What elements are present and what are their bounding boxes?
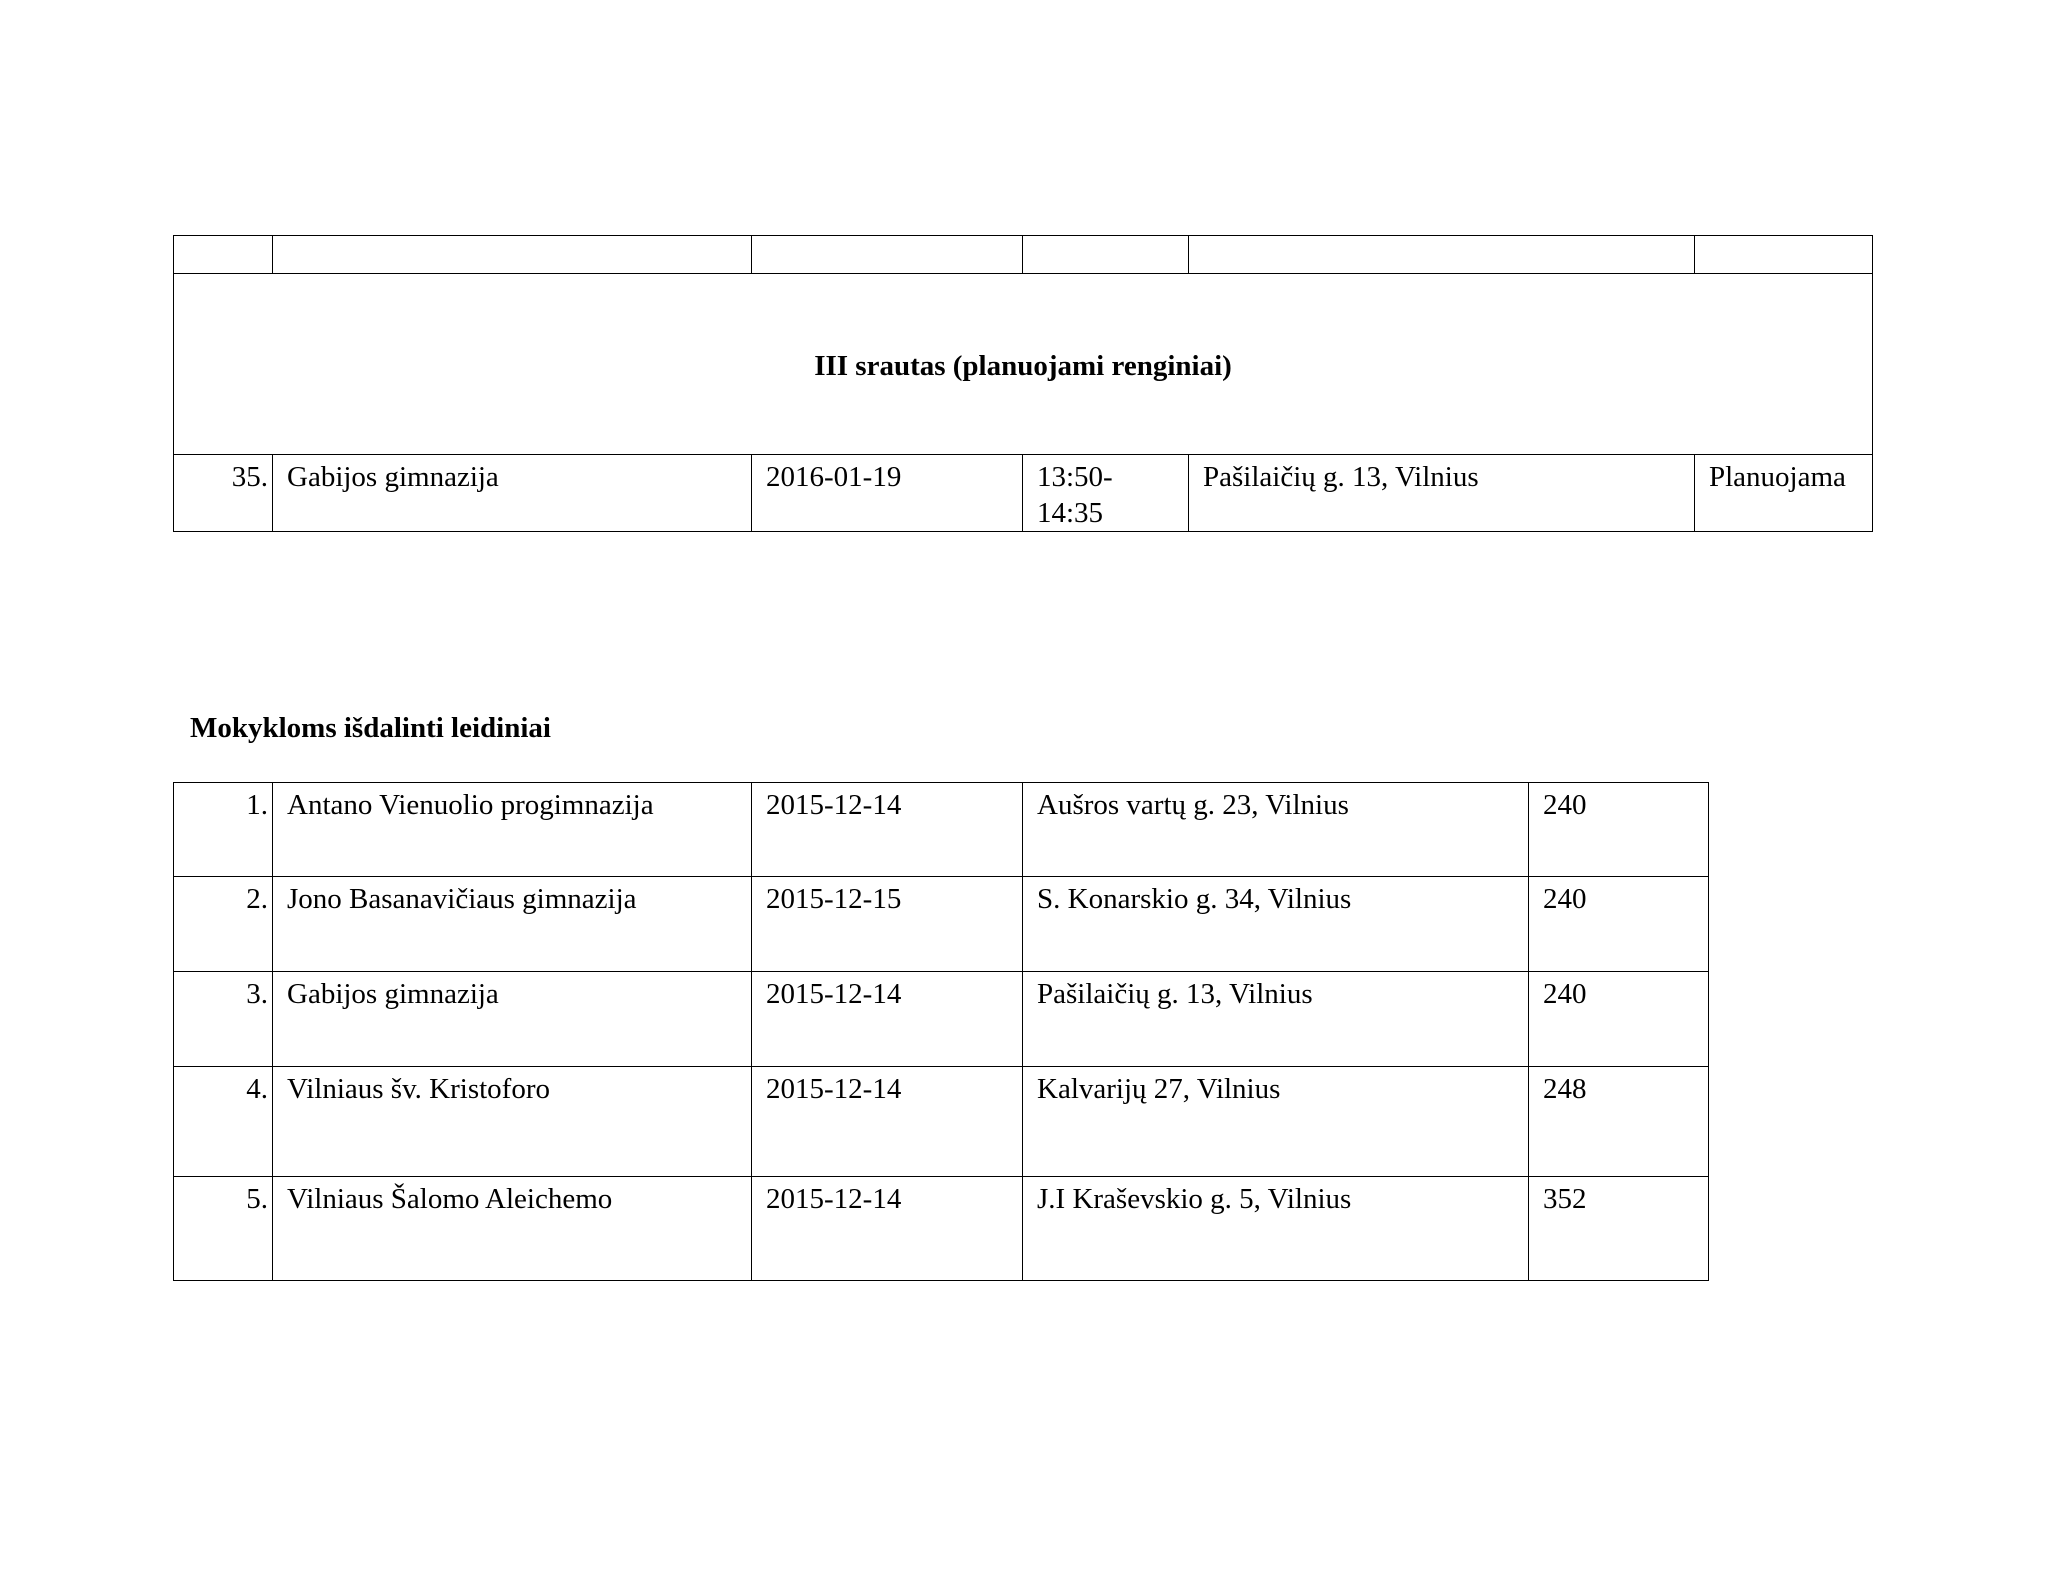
count-cell [1529, 783, 1709, 877]
row-number: 35. [231, 461, 268, 493]
school-cell [273, 877, 752, 972]
row-number-cell [174, 1067, 273, 1177]
row-number: 5. [246, 1183, 268, 1215]
school-name: Antano Vienuolio progimnazija [287, 789, 654, 821]
table-row [174, 455, 1873, 532]
address: S. Konarskio g. 34, Vilnius [1037, 883, 1352, 915]
row-number: 3. [246, 978, 268, 1010]
address-cell [1023, 783, 1529, 877]
count-cell [1529, 1177, 1709, 1281]
address: Pašilaičių g. 13, Vilnius [1203, 461, 1479, 493]
header-cell [752, 236, 1023, 274]
row-number: 2. [246, 883, 268, 915]
date: 2015-12-15 [766, 883, 902, 915]
header-cell [174, 236, 273, 274]
school-name: Gabijos gimnazija [287, 978, 499, 1010]
address-cell [1023, 972, 1529, 1067]
section-cell [174, 274, 1873, 455]
address-cell [1023, 1067, 1529, 1177]
header-cell [1189, 236, 1695, 274]
count: 240 [1543, 789, 1587, 821]
address: J.I Kraševskio g. 5, Vilnius [1037, 1183, 1352, 1215]
school-cell [273, 783, 752, 877]
date-cell [752, 1177, 1023, 1281]
school-name: Gabijos gimnazija [287, 461, 499, 493]
count: 352 [1543, 1183, 1587, 1215]
row-number: 1. [246, 789, 268, 821]
section-title: III srautas (planuojami renginiai) [814, 350, 1232, 382]
time-start: 13:50- [1037, 461, 1113, 493]
school-cell [273, 1067, 752, 1177]
date: 2015-12-14 [766, 789, 902, 821]
count: 248 [1543, 1073, 1587, 1105]
count: 240 [1543, 978, 1587, 1010]
count-cell [1529, 1067, 1709, 1177]
status-cell [1695, 455, 1873, 532]
school-cell [273, 455, 752, 532]
count: 240 [1543, 883, 1587, 915]
schedule-table [173, 235, 1873, 532]
count-cell [1529, 972, 1709, 1067]
row-number-cell [174, 1177, 273, 1281]
date: 2015-12-14 [766, 1183, 902, 1215]
row-number-cell [174, 455, 273, 532]
school-cell [273, 1177, 752, 1281]
row-number: 4. [246, 1073, 268, 1105]
date-cell [752, 972, 1023, 1067]
header-cell [1023, 236, 1189, 274]
status: Planuojama [1709, 461, 1846, 493]
date-cell [752, 1067, 1023, 1177]
date-cell [752, 877, 1023, 972]
date-cell [752, 783, 1023, 877]
row-number-cell [174, 877, 273, 972]
address: Aušros vartų g. 23, Vilnius [1037, 789, 1349, 821]
row-number-cell [174, 972, 273, 1067]
section-row [174, 274, 1873, 455]
count-cell [1529, 877, 1709, 972]
table-header-row [174, 236, 1873, 274]
table-row [174, 1067, 1709, 1177]
date: 2015-12-14 [766, 1073, 902, 1105]
header-cell [1695, 236, 1873, 274]
address-cell [1189, 455, 1695, 532]
time-end: 14:35 [1037, 497, 1104, 529]
distribution-heading: Mokykloms išdalinti leidiniai [190, 712, 551, 744]
table-row [174, 972, 1709, 1067]
address-cell [1023, 1177, 1529, 1281]
table-row [174, 783, 1709, 877]
distribution-table [173, 782, 1709, 1281]
table-row [174, 1177, 1709, 1281]
school-name: Vilniaus šv. Kristoforo [287, 1073, 550, 1105]
school-cell [273, 972, 752, 1067]
address: Kalvarijų 27, Vilnius [1037, 1073, 1281, 1105]
date: 2015-12-14 [766, 978, 902, 1010]
table-row [174, 877, 1709, 972]
header-cell [273, 236, 752, 274]
address: Pašilaičių g. 13, Vilnius [1037, 978, 1313, 1010]
event-date: 2016-01-19 [766, 461, 902, 493]
address-cell [1023, 877, 1529, 972]
school-name: Jono Basanavičiaus gimnazija [287, 883, 637, 915]
row-number-cell [174, 783, 273, 877]
school-name: Vilniaus Šalomo Aleichemo [287, 1183, 613, 1215]
date-cell [752, 455, 1023, 532]
time-cell [1023, 455, 1189, 532]
